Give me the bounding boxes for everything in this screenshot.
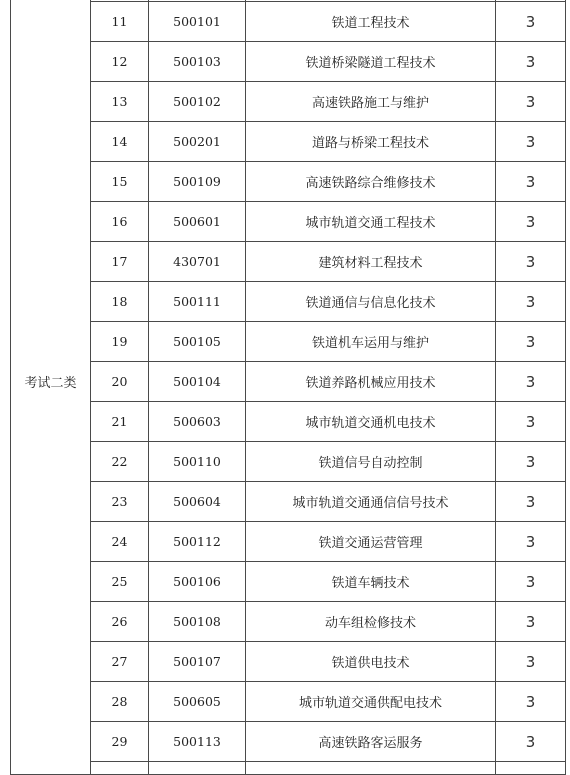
years-cell: 3 <box>496 442 566 482</box>
major-name-cell: 动车组检修技术 <box>246 602 496 642</box>
table-row <box>11 722 566 762</box>
years-cell: 3 <box>496 482 566 522</box>
code-cell: 500103 <box>149 42 246 82</box>
years-cell: 3 <box>496 162 566 202</box>
no-cell: 11 <box>91 2 149 42</box>
years-cell: 3 <box>496 402 566 442</box>
years-cell: 3 <box>496 282 566 322</box>
table-row <box>11 442 566 482</box>
table-row <box>11 282 566 322</box>
major-name-cell: 高速铁路客运服务 <box>246 722 496 762</box>
table-row <box>11 642 566 682</box>
table-row <box>11 522 566 562</box>
no-cell: 20 <box>91 362 149 402</box>
code-cell: 500605 <box>149 682 246 722</box>
no-cell: 16 <box>91 202 149 242</box>
no-cell: 14 <box>91 122 149 162</box>
no-cell: 12 <box>91 42 149 82</box>
years-cell: 3 <box>496 602 566 642</box>
code-cell: 500113 <box>149 722 246 762</box>
no-cell: 18 <box>91 282 149 322</box>
major-name-cell: 铁道车辆技术 <box>246 562 496 602</box>
years-cell: 3 <box>496 522 566 562</box>
major-name-cell: 高速铁路综合维修技术 <box>246 162 496 202</box>
years-cell: 3 <box>496 82 566 122</box>
code-cell: 500201 <box>149 122 246 162</box>
table-row <box>11 322 566 362</box>
major-name-cell: 城市轨道交通机电技术 <box>246 402 496 442</box>
major-name-cell: 道路与桥梁工程技术 <box>246 122 496 162</box>
code-cell: 500604 <box>149 482 246 522</box>
code-cell: 500105 <box>149 322 246 362</box>
no-cell: 25 <box>91 562 149 602</box>
years-cell: 3 <box>496 322 566 362</box>
major-name-cell: 城市轨道交通供配电技术 <box>246 682 496 722</box>
code-cell: 500601 <box>149 202 246 242</box>
code-cell: 500104 <box>149 362 246 402</box>
code-cell: 500111 <box>149 282 246 322</box>
years-cell: 3 <box>496 2 566 42</box>
table-row <box>11 682 566 722</box>
major-name-cell: 高速铁路施工与维护 <box>246 82 496 122</box>
years-cell: 3 <box>496 722 566 762</box>
years-cell: 3 <box>496 42 566 82</box>
years-cell: 3 <box>496 122 566 162</box>
code-cell: 500101 <box>149 2 246 42</box>
years-cell: 3 <box>496 242 566 282</box>
major-name-cell: 铁道通信与信息化技术 <box>246 282 496 322</box>
major-name-cell: 城市轨道交通通信信号技术 <box>246 482 496 522</box>
no-cell: 28 <box>91 682 149 722</box>
table-row <box>11 82 566 122</box>
major-name-cell: 铁道养路机械应用技术 <box>246 362 496 402</box>
code-cell: 500107 <box>149 642 246 682</box>
table-row <box>11 242 566 282</box>
code-cell: 430701 <box>149 242 246 282</box>
major-table <box>10 0 566 775</box>
code-cell: 500109 <box>149 162 246 202</box>
no-cell: 23 <box>91 482 149 522</box>
no-cell: 15 <box>91 162 149 202</box>
code-cell: 500108 <box>149 602 246 642</box>
major-name-cell: 铁道交通运营管理 <box>246 522 496 562</box>
major-name-cell: 铁道桥梁隧道工程技术 <box>246 42 496 82</box>
code-cell: 500102 <box>149 82 246 122</box>
table-row <box>11 602 566 642</box>
years-cell: 3 <box>496 362 566 402</box>
years-cell: 3 <box>496 202 566 242</box>
code-cell: 500106 <box>149 562 246 602</box>
major-name-cell: 建筑材料工程技术 <box>246 242 496 282</box>
code-cell: 500603 <box>149 402 246 442</box>
major-name-cell: 铁道供电技术 <box>246 642 496 682</box>
no-cell: 19 <box>91 322 149 362</box>
no-cell: 22 <box>91 442 149 482</box>
category-cell: 考试二类 <box>11 0 91 775</box>
major-name-cell: 城市轨道交通工程技术 <box>246 202 496 242</box>
table-row <box>11 362 566 402</box>
table-row <box>11 562 566 602</box>
major-name-cell: 铁道信号自动控制 <box>246 442 496 482</box>
major-name-cell: 铁道机车运用与维护 <box>246 322 496 362</box>
no-cell: 13 <box>91 82 149 122</box>
no-cell: 29 <box>91 722 149 762</box>
no-cell: 21 <box>91 402 149 442</box>
code-cell: 500112 <box>149 522 246 562</box>
table-row <box>11 42 566 82</box>
table-row <box>11 402 566 442</box>
years-cell: 3 <box>496 642 566 682</box>
no-cell: 26 <box>91 602 149 642</box>
table-row <box>11 202 566 242</box>
no-cell: 17 <box>91 242 149 282</box>
table-row <box>11 2 566 42</box>
major-name-cell: 铁道工程技术 <box>246 2 496 42</box>
code-cell: 500110 <box>149 442 246 482</box>
years-cell: 3 <box>496 562 566 602</box>
no-cell: 27 <box>91 642 149 682</box>
table-row <box>11 122 566 162</box>
no-cell: 24 <box>91 522 149 562</box>
table-row <box>11 162 566 202</box>
table-body <box>11 0 566 775</box>
years-cell: 3 <box>496 682 566 722</box>
table-row <box>11 482 566 522</box>
